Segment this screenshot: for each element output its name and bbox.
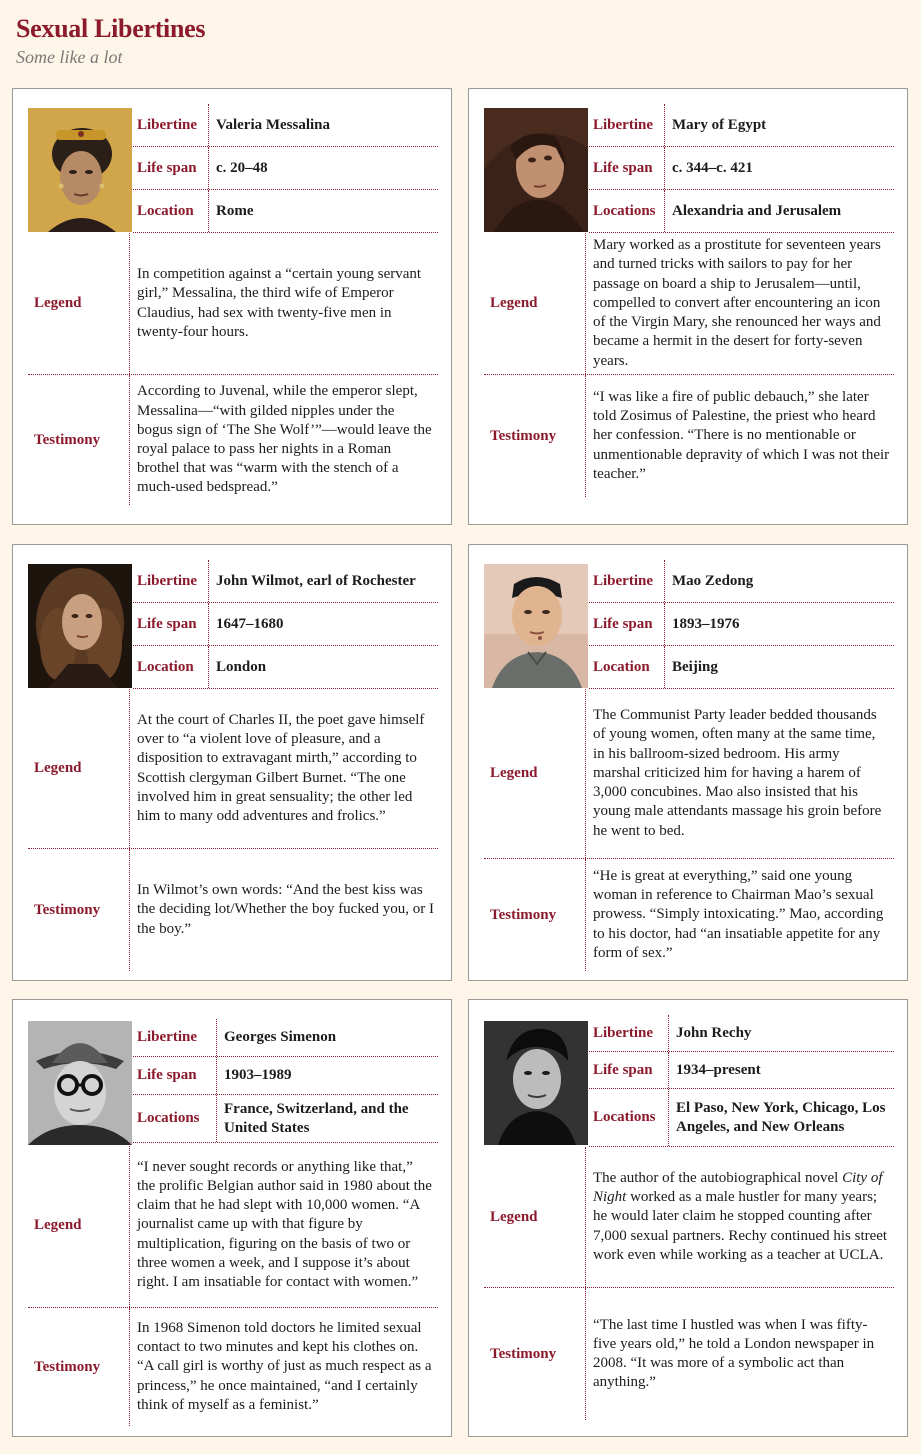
- field-life-span: Life span c. 344–c. 421: [589, 147, 894, 190]
- location-value: Alexandria and Jerusalem: [672, 202, 842, 219]
- testimony-section: Testimony “The last time I hustled was when I was fifty-five years old,” he told a London newspaper in 2008. “It was more of a symbolic act than anything.”: [484, 1288, 894, 1420]
- location-value: Rome: [216, 202, 254, 219]
- libertine-card-john-wilmot: [12, 544, 452, 981]
- libertine-name: Mao Zedong: [672, 572, 754, 589]
- field-life-span: Life span 1893–1976: [589, 603, 894, 646]
- testimony-text: In 1968 Simenon told doctors he limited sexual contact to two minutes and kept his clothes on. “A call girl is worthy of just as much respect as a princess,” he once maintained, “and I certainly think of myself as a feminist.”: [137, 1319, 432, 1413]
- testimony-text: “I was like a fire of public debauch,” she later told Zosimus of Palestine, the priest who heard her confession. “There is no mentionable or unmentionable depravity of which I was not their teacher.”: [593, 388, 890, 482]
- man-with-dark-hair-photo: [484, 1021, 588, 1145]
- libertine-name: Mary of Egypt: [672, 116, 767, 133]
- life-span-value: 1647–1680: [216, 615, 284, 632]
- field-locations: Locations France, Switzerland, and the United States: [133, 1095, 438, 1143]
- libertine-card-john-rechy: [468, 999, 908, 1437]
- legend-section: Legend “I never sought records or anything like that,” the prolific Belgian author said in 1980 about the claim that he had slept with 10,000 women. “A journalist came up with that figure by multiplication, figuring on the basis of two or three women a week, and I suppose it’s about right. I am insatiable for contact with women.”: [28, 1143, 438, 1308]
- page-title: Sexual Libertines: [16, 14, 206, 43]
- testimony-text: In Wilmot’s own words: “And the best kiss was the deciding lot/Whether the boy fucked you, or I the boy.”: [137, 882, 434, 937]
- legend-section: Legend The author of the autobiographical novel City of Night worked as a male hustler for many years; he would later claim he stopped counting after 7,000 sexual partners. Rechy continued his street work even while working as a teacher at UCLA.: [484, 1147, 894, 1288]
- man-in-gray-tunic-portrait: [484, 564, 588, 688]
- libertine-card-mao-zedong: [468, 544, 908, 981]
- field-libertine: Libertine Mao Zedong: [589, 560, 894, 603]
- life-span-value: c. 20–48: [216, 159, 268, 176]
- woman-looking-upward-portrait: [484, 108, 588, 232]
- legend-section: Legend Mary worked as a prostitute for seventeen years and turned tricks with sailors to pay for her passage on board a ship to Jerusalem—until, compelled to convert after encountering an icon of the Virgin Mary, she renounced her ways and became a hermit in the desert for forty-seven years.: [484, 233, 894, 375]
- man-with-long-curly-wig-portrait: [28, 564, 132, 688]
- location-value: France, Switzerland, and the United States: [224, 1100, 409, 1136]
- legend-section: Legend The Communist Party leader bedded thousands of young women, often many at the same time, in his ballroom-sized bedroom. His army marshal criticized him for having a harem of 3,000 concubines. Mao also insisted that his young male attendants massage his groin before he went to bed.: [484, 689, 894, 859]
- libertine-card-messalina: [12, 88, 452, 525]
- life-span-value: 1903–1989: [224, 1067, 292, 1083]
- field-life-span: Life span 1934–present: [589, 1052, 894, 1089]
- field-life-span: Life span c. 20–48: [133, 147, 438, 190]
- testimony-section: Testimony “He is great at everything,” said one young woman in reference to Chairman Mao’s sexual prowess. “Simply intoxicating.” Mao, according to his doctor, had “an insatiable appetite for any form of sex.”: [484, 859, 894, 971]
- field-locations: Locations El Paso, New York, Chicago, Los Angeles, and New Orleans: [589, 1089, 894, 1147]
- field-libertine: Libertine John Wilmot, earl of Rochester: [133, 560, 438, 603]
- libertine-card-mary-of-egypt: [468, 88, 908, 525]
- location-value: El Paso, New York, Chicago, Los Angeles, and New Orleans: [676, 1099, 886, 1135]
- page-subtitle: Some like a lot: [16, 47, 123, 67]
- testimony-section: Testimony In 1968 Simenon told doctors he limited sexual contact to two minutes and kept his clothes on. “A call girl is worthy of just as much respect as a princess,” he once maintained, “and I certainly think of myself as a feminist.”: [28, 1308, 438, 1426]
- libertine-name: Georges Simenon: [224, 1029, 337, 1045]
- location-value: Beijing: [672, 658, 718, 675]
- legend-text: The author of the autobiographical novel City of Night worked as a male hustler for many years; he would later claim he stopped counting after 7,000 sexual partners. Rechy continued his street work even while working as a teacher at UCLA.: [593, 1169, 888, 1263]
- field-life-span: Life span 1647–1680: [133, 603, 438, 646]
- testimony-text: “He is great at everything,” said one young woman in reference to Chairman Mao’s sexual prowess. “Simply intoxicating.” Mao, according to his doctor, had “an insatiable appetite for any form of sex.”: [593, 867, 884, 961]
- legend-text: In competition against a “certain young servant girl,” Messalina, the third wife of Emperor Claudius, had sex with twenty-five men in twenty-four hours.: [137, 266, 422, 340]
- libertine-name: John Wilmot, earl of Rochester: [216, 572, 416, 589]
- legend-text: Mary worked as a prostitute for seventeen years and turned tricks with sailors to pay for her passage on board a ship to Jerusalem—until, compelled to convert after encountering an icon of the Virgin Mary, she renounced her ways and became a hermit in the desert for forty-seven years.: [593, 237, 881, 369]
- legend-text: “I never sought records or anything like that,” the prolific Belgian author said in 1980 about the claim that he had slept with 10,000 women. “A journalist came up with that figure by multiplication, figuring on the basis of two or three women a week, and I suppose it’s about right. I am insatiable for contact with women.”: [137, 1158, 432, 1290]
- testimony-section: Testimony According to Juvenal, while the emperor slept, Messalina—“with gilded nipples under the bogus sign of ‘The She Wolf’”—would leave the royal palace to pass her nights in a Roman brothel that was “warm with the stench of a much-used bedspread.”: [28, 375, 438, 505]
- life-span-value: c. 344–c. 421: [672, 159, 753, 176]
- field-libertine: Libertine Mary of Egypt: [589, 104, 894, 147]
- book-title: City of Night: [593, 1169, 883, 1206]
- field-location: Location Beijing: [589, 646, 894, 689]
- field-libertine: Libertine John Rechy: [589, 1015, 894, 1052]
- field-libertine: Libertine Georges Simenon: [133, 1019, 438, 1057]
- legend-section: Legend At the court of Charles II, the poet gave himself over to “a violent love of pleasure, and a disposition to extravagant mirth,” according to Scottish clergyman Gilbert Burnet. “The one involved him in great sensuality; the other led him to many odd adventures and frolics.”: [28, 689, 438, 849]
- testimony-text: “The last time I hustled was when I was fifty-five years old,” he told a London newspaper in 2008. “It was more of a symbolic act than anything.”: [593, 1316, 875, 1391]
- woman-with-gold-diadem-portrait: [28, 108, 132, 232]
- libertine-name: Valeria Messalina: [216, 116, 331, 133]
- testimony-text: According to Juvenal, while the emperor slept, Messalina—“with gilded nipples under the bogus sign of ‘The She Wolf’”—would leave the royal palace to pass her nights in a Roman brothel that was “warm with the stench of a much-used bedspread.”: [137, 383, 432, 496]
- field-location: Location London: [133, 646, 438, 689]
- field-life-span: Life span 1903–1989: [133, 1057, 438, 1095]
- man-with-hat-and-glasses-photo: [28, 1021, 132, 1145]
- location-value: London: [216, 658, 267, 675]
- legend-section: Legend In competition against a “certain young servant girl,” Messalina, the third wife of Emperor Claudius, had sex with twenty-five men in twenty-four hours.: [28, 233, 438, 375]
- libertine-card-georges-simenon: [12, 999, 452, 1437]
- field-locations: Locations Alexandria and Jerusalem: [589, 190, 894, 233]
- legend-text: The Communist Party leader bedded thousands of young women, often many at the same time, in his ballroom-sized bedroom. His army marshal criticized him for having a harem of 3,000 concubines. Mao also insisted that his young male attendants massage his groin before he went to bed.: [593, 707, 882, 839]
- libertine-name: John Rechy: [676, 1024, 752, 1041]
- field-location: Location Rome: [133, 190, 438, 233]
- field-libertine: Libertine Valeria Messalina: [133, 104, 438, 147]
- page-header: [16, 12, 205, 68]
- life-span-value: 1893–1976: [672, 615, 740, 632]
- legend-text: At the court of Charles II, the poet gave himself over to “a violent love of pleasure, and a disposition to extravagant mirth,” according to Scottish clergyman Gilbert Burnet. “The one involved him in great sensuality; the other led him to many odd adventures and frolics.”: [137, 711, 425, 824]
- testimony-section: Testimony “I was like a fire of public debauch,” she later told Zosimus of Palestine, the priest who heard her confession. “There is no mentionable or unmentionable depravity of which I was not their teacher.”: [484, 375, 894, 497]
- life-span-value: 1934–present: [676, 1061, 761, 1078]
- testimony-section: Testimony In Wilmot’s own words: “And the best kiss was the deciding lot/Whether the boy fucked you, or I the boy.”: [28, 849, 438, 971]
